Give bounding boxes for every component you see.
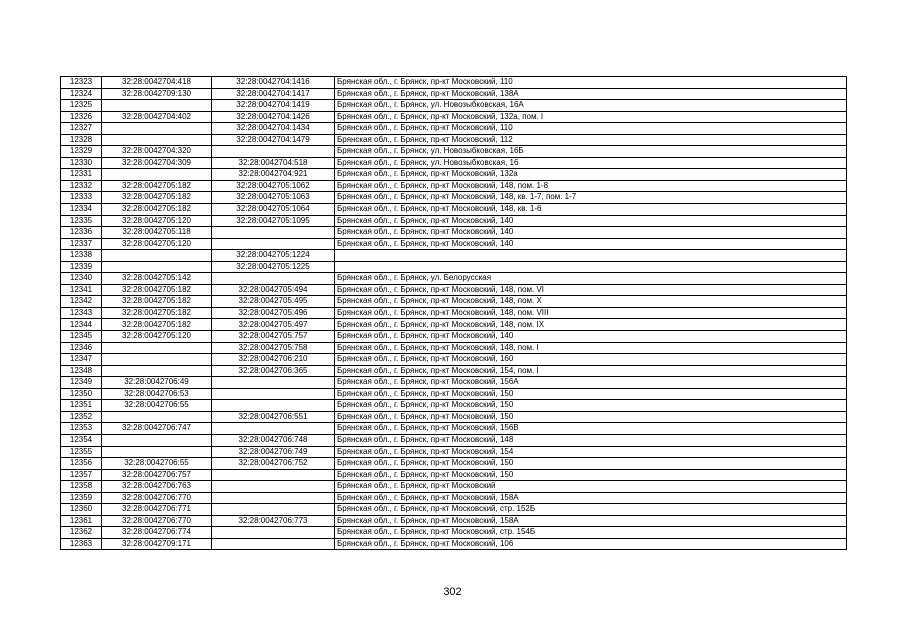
object-number-cell: 32:28:0042704:518	[212, 157, 335, 169]
object-number-cell	[212, 273, 335, 285]
row-number-cell: 12362	[61, 527, 102, 539]
row-number-cell: 12340	[61, 273, 102, 285]
address-cell: Брянская обл., г. Брянск, пр-кт Московский, 112	[335, 134, 847, 146]
cadastral-number-cell: 32:28:0042706:774	[102, 527, 212, 539]
cadastral-number-cell: 32:28:0042705:142	[102, 273, 212, 285]
address-cell: Брянская обл., г. Брянск, пр-кт Московский, 154	[335, 446, 847, 458]
address-cell: Брянская обл., г. Брянск, пр-кт Московский, 158А	[335, 492, 847, 504]
page-number: 302	[443, 586, 462, 598]
table-row	[61, 342, 847, 354]
address-cell: Брянская обл., г. Брянск, пр-кт Московский, 148, пом. VIII	[335, 307, 847, 319]
cadastral-number-cell	[102, 365, 212, 377]
table-row	[61, 273, 847, 285]
table-row	[61, 169, 847, 181]
row-number-cell: 12352	[61, 411, 102, 423]
cadastral-number-cell: 32:28:0042705:182	[102, 307, 212, 319]
cadastral-number-cell: 32:28:0042705:120	[102, 215, 212, 227]
row-number-cell: 12326	[61, 111, 102, 123]
table-row	[61, 377, 847, 389]
row-number-cell: 12325	[61, 100, 102, 112]
object-number-cell	[212, 377, 335, 389]
object-number-cell	[212, 527, 335, 539]
row-number-cell: 12351	[61, 400, 102, 412]
address-cell: Брянская обл., г. Брянск, пр-кт Московский, 154, пом. I	[335, 365, 847, 377]
row-number-cell: 12331	[61, 169, 102, 181]
row-number-cell: 12333	[61, 192, 102, 204]
row-number-cell: 12332	[61, 180, 102, 192]
object-number-cell	[212, 481, 335, 493]
object-number-cell	[212, 492, 335, 504]
address-cell: Брянская обл., г. Брянск, пр-кт Московский, 156В	[335, 423, 847, 435]
table-row	[61, 296, 847, 308]
object-number-cell: 32:28:0042706:773	[212, 515, 335, 527]
object-number-cell	[212, 469, 335, 481]
cadastral-number-cell	[102, 100, 212, 112]
object-number-cell: 32:28:0042705:1062	[212, 180, 335, 192]
table-row	[61, 515, 847, 527]
row-number-cell: 12334	[61, 204, 102, 216]
table-row	[61, 481, 847, 493]
object-number-cell: 32:28:0042706:752	[212, 458, 335, 470]
object-number-cell	[212, 146, 335, 158]
address-cell: Брянская обл., г. Брянск, пр-кт Московский, 148, пом. VI	[335, 284, 847, 296]
address-cell: Брянская обл., г. Брянск, пр-кт Московский, 150	[335, 388, 847, 400]
address-cell: Брянская обл., г. Брянск, пр-кт Московский, 138А	[335, 88, 847, 100]
address-cell: Брянская обл., г. Брянск, пр-кт Московский, стр. 154Б	[335, 527, 847, 539]
object-number-cell: 32:28:0042705:758	[212, 342, 335, 354]
row-number-cell: 12336	[61, 227, 102, 239]
table-row	[61, 319, 847, 331]
address-cell: Брянская обл., г. Брянск, пр-кт Московский, 110	[335, 77, 847, 89]
object-number-cell	[212, 227, 335, 239]
table-row	[61, 411, 847, 423]
address-cell: Брянская обл., г. Брянск, ул. Новозыбковская, 16	[335, 157, 847, 169]
address-cell: Брянская обл., г. Брянск, пр-кт Московский, 140	[335, 238, 847, 250]
table-row	[61, 400, 847, 412]
address-cell: Брянская обл., г. Брянск, пр-кт Московский, стр. 152Б	[335, 504, 847, 516]
row-number-cell: 12342	[61, 296, 102, 308]
table-row	[61, 446, 847, 458]
object-number-cell: 32:28:0042705:497	[212, 319, 335, 331]
cadastral-number-cell	[102, 123, 212, 135]
address-cell: Брянская обл., г. Брянск, ул. Новозыбковская, 16Б	[335, 146, 847, 158]
object-number-cell: 32:28:0042706:748	[212, 434, 335, 446]
cadastral-number-cell: 32:28:0042706:49	[102, 377, 212, 389]
table-row	[61, 192, 847, 204]
address-cell: Брянская обл., г. Брянск, пр-кт Московский, 150	[335, 458, 847, 470]
cadastral-number-cell: 32:28:0042706:770	[102, 492, 212, 504]
table-row	[61, 527, 847, 539]
table-row	[61, 227, 847, 239]
object-number-cell: 32:28:0042705:496	[212, 307, 335, 319]
cadastral-number-cell: 32:28:0042705:120	[102, 238, 212, 250]
table-row	[61, 180, 847, 192]
address-cell: Брянская обл., г. Брянск, пр-кт Московский, 148	[335, 434, 847, 446]
row-number-cell: 12330	[61, 157, 102, 169]
cadastral-number-cell	[102, 411, 212, 423]
row-number-cell: 12323	[61, 77, 102, 89]
row-number-cell: 12341	[61, 284, 102, 296]
cadastral-number-cell: 32:28:0042704:320	[102, 146, 212, 158]
table-row	[61, 434, 847, 446]
address-cell: Брянская обл., г. Брянск, пр-кт Московский, 148, пом. 1-8	[335, 180, 847, 192]
address-cell: Брянская обл., г. Брянск, пр-кт Московский, 150	[335, 411, 847, 423]
cadastral-number-cell: 32:28:0042706:770	[102, 515, 212, 527]
address-cell: Брянская обл., г. Брянск, пр-кт Московский, 148, кв. 1-6	[335, 204, 847, 216]
cadastral-number-cell	[102, 134, 212, 146]
table-row	[61, 365, 847, 377]
table-row	[61, 492, 847, 504]
row-number-cell: 12349	[61, 377, 102, 389]
cadastral-number-cell	[102, 250, 212, 262]
address-cell: Брянская обл., г. Брянск, пр-кт Московский, 148, пом. I	[335, 342, 847, 354]
object-number-cell: 32:28:0042704:1417	[212, 88, 335, 100]
cadastral-number-cell: 32:28:0042705:120	[102, 331, 212, 343]
object-number-cell: 32:28:0042705:1063	[212, 192, 335, 204]
object-number-cell	[212, 423, 335, 435]
row-number-cell: 12360	[61, 504, 102, 516]
cadastral-number-cell: 32:28:0042709:130	[102, 88, 212, 100]
row-number-cell: 12361	[61, 515, 102, 527]
table-row	[61, 88, 847, 100]
address-cell: Брянская обл., г. Брянск, пр-кт Московский, 148, пом. X	[335, 296, 847, 308]
cadastral-number-cell: 32:28:0042704:402	[102, 111, 212, 123]
table-row	[61, 111, 847, 123]
table-row	[61, 388, 847, 400]
table-row	[61, 423, 847, 435]
cadastral-number-cell: 32:28:0042706:53	[102, 388, 212, 400]
cadastral-number-cell: 32:28:0042706:757	[102, 469, 212, 481]
row-number-cell: 12355	[61, 446, 102, 458]
table-row	[61, 100, 847, 112]
cadastral-number-cell: 32:28:0042704:309	[102, 157, 212, 169]
row-number-cell: 12359	[61, 492, 102, 504]
address-cell: Брянская обл., г. Брянск, пр-кт Московский	[335, 481, 847, 493]
address-cell	[335, 250, 847, 262]
table-body	[61, 77, 847, 550]
object-number-cell: 32:28:0042705:1225	[212, 261, 335, 273]
table-row	[61, 538, 847, 550]
object-number-cell	[212, 504, 335, 516]
cadastral-number-cell: 32:28:0042705:182	[102, 284, 212, 296]
table-row	[61, 284, 847, 296]
object-number-cell: 32:28:0042705:494	[212, 284, 335, 296]
cadastral-number-cell: 32:28:0042705:182	[102, 204, 212, 216]
object-number-cell: 32:28:0042704:1426	[212, 111, 335, 123]
cadastral-number-cell: 32:28:0042706:771	[102, 504, 212, 516]
address-cell: Брянская обл., г. Брянск, пр-кт Московский, 158А	[335, 515, 847, 527]
cadastral-number-cell	[102, 261, 212, 273]
row-number-cell: 12363	[61, 538, 102, 550]
row-number-cell: 12328	[61, 134, 102, 146]
address-cell: Брянская обл., г. Брянск, пр-кт Московский, 132а, пом. I	[335, 111, 847, 123]
cadastral-number-cell: 32:28:0042706:55	[102, 400, 212, 412]
cadastral-number-cell: 32:28:0042704:418	[102, 77, 212, 89]
table-row	[61, 134, 847, 146]
object-number-cell: 32:28:0042706:749	[212, 446, 335, 458]
cadastral-number-cell	[102, 446, 212, 458]
row-number-cell: 12335	[61, 215, 102, 227]
row-number-cell: 12345	[61, 331, 102, 343]
row-number-cell: 12329	[61, 146, 102, 158]
row-number-cell: 12347	[61, 354, 102, 366]
object-number-cell: 32:28:0042705:1064	[212, 204, 335, 216]
object-number-cell: 32:28:0042705:495	[212, 296, 335, 308]
cadastral-number-cell: 32:28:0042705:118	[102, 227, 212, 239]
row-number-cell: 12344	[61, 319, 102, 331]
row-number-cell: 12358	[61, 481, 102, 493]
table-row	[61, 77, 847, 89]
row-number-cell: 12348	[61, 365, 102, 377]
cadastral-number-cell	[102, 434, 212, 446]
object-number-cell: 32:28:0042706:210	[212, 354, 335, 366]
object-number-cell: 32:28:0042704:1416	[212, 77, 335, 89]
object-number-cell: 32:28:0042705:757	[212, 331, 335, 343]
row-number-cell: 12353	[61, 423, 102, 435]
object-number-cell	[212, 400, 335, 412]
row-number-cell: 12346	[61, 342, 102, 354]
address-cell	[335, 261, 847, 273]
row-number-cell: 12350	[61, 388, 102, 400]
table-row	[61, 504, 847, 516]
row-number-cell: 12343	[61, 307, 102, 319]
address-cell: Брянская обл., г. Брянск, пр-кт Московский, 150	[335, 400, 847, 412]
row-number-cell: 12339	[61, 261, 102, 273]
row-number-cell: 12338	[61, 250, 102, 262]
cadastral-number-cell: 32:28:0042706:747	[102, 423, 212, 435]
table-row	[61, 215, 847, 227]
row-number-cell: 12324	[61, 88, 102, 100]
address-cell: Брянская обл., г. Брянск, пр-кт Московский, 148, пом. IX	[335, 319, 847, 331]
table-row	[61, 238, 847, 250]
table-row	[61, 458, 847, 470]
object-number-cell: 32:28:0042705:1224	[212, 250, 335, 262]
address-cell: Брянская обл., г. Брянск, пр-кт Московский, 106	[335, 538, 847, 550]
object-number-cell: 32:28:0042706:551	[212, 411, 335, 423]
cadastral-number-cell: 32:28:0042705:182	[102, 319, 212, 331]
address-cell: Брянская обл., г. Брянск, пр-кт Московский, 140	[335, 215, 847, 227]
address-cell: Брянская обл., г. Брянск, ул. Белорусская	[335, 273, 847, 285]
table-row	[61, 250, 847, 262]
cadastral-number-cell	[102, 354, 212, 366]
row-number-cell: 12356	[61, 458, 102, 470]
address-cell: Брянская обл., г. Брянск, пр-кт Московский, 140	[335, 331, 847, 343]
row-number-cell: 12327	[61, 123, 102, 135]
object-number-cell	[212, 238, 335, 250]
table-row	[61, 204, 847, 216]
address-cell: Брянская обл., г. Брянск, ул. Новозыбковская, 16А	[335, 100, 847, 112]
object-number-cell: 32:28:0042706:365	[212, 365, 335, 377]
address-cell: Брянская обл., г. Брянск, пр-кт Московский, 150	[335, 469, 847, 481]
object-number-cell	[212, 538, 335, 550]
cadastral-number-cell: 32:28:0042706:763	[102, 481, 212, 493]
address-cell: Брянская обл., г. Брянск, пр-кт Московский, 110	[335, 123, 847, 135]
cadastral-table	[60, 76, 847, 550]
address-cell: Брянская обл., г. Брянск, пр-кт Московский, 140	[335, 227, 847, 239]
table-row	[61, 307, 847, 319]
address-cell: Брянская обл., г. Брянск, пр-кт Московский, 160	[335, 354, 847, 366]
address-cell: Брянская обл., г. Брянск, пр-кт Московский, 156А	[335, 377, 847, 389]
cadastral-number-cell: 32:28:0042705:182	[102, 192, 212, 204]
cadastral-number-cell: 32:28:0042705:182	[102, 296, 212, 308]
cadastral-number-cell: 32:28:0042706:55	[102, 458, 212, 470]
table-row	[61, 261, 847, 273]
row-number-cell: 12337	[61, 238, 102, 250]
row-number-cell: 12357	[61, 469, 102, 481]
table-row	[61, 157, 847, 169]
table-row	[61, 331, 847, 343]
cadastral-number-cell: 32:28:0042705:182	[102, 180, 212, 192]
object-number-cell: 32:28:0042704:921	[212, 169, 335, 181]
table-row	[61, 354, 847, 366]
row-number-cell: 12354	[61, 434, 102, 446]
table-row	[61, 146, 847, 158]
cadastral-number-cell	[102, 342, 212, 354]
cadastral-number-cell	[102, 169, 212, 181]
object-number-cell: 32:28:0042705:1095	[212, 215, 335, 227]
cadastral-number-cell: 32:28:0042709:171	[102, 538, 212, 550]
object-number-cell: 32:28:0042704:1479	[212, 134, 335, 146]
object-number-cell: 32:28:0042704:1434	[212, 123, 335, 135]
address-cell: Брянская обл., г. Брянск, пр-кт Московский, 148, кв. 1-7, пом. 1-7	[335, 192, 847, 204]
address-cell: Брянская обл., г. Брянск, пр-кт Московский, 132а	[335, 169, 847, 181]
object-number-cell	[212, 388, 335, 400]
table-row	[61, 469, 847, 481]
table-row	[61, 123, 847, 135]
object-number-cell: 32:28:0042704:1419	[212, 100, 335, 112]
